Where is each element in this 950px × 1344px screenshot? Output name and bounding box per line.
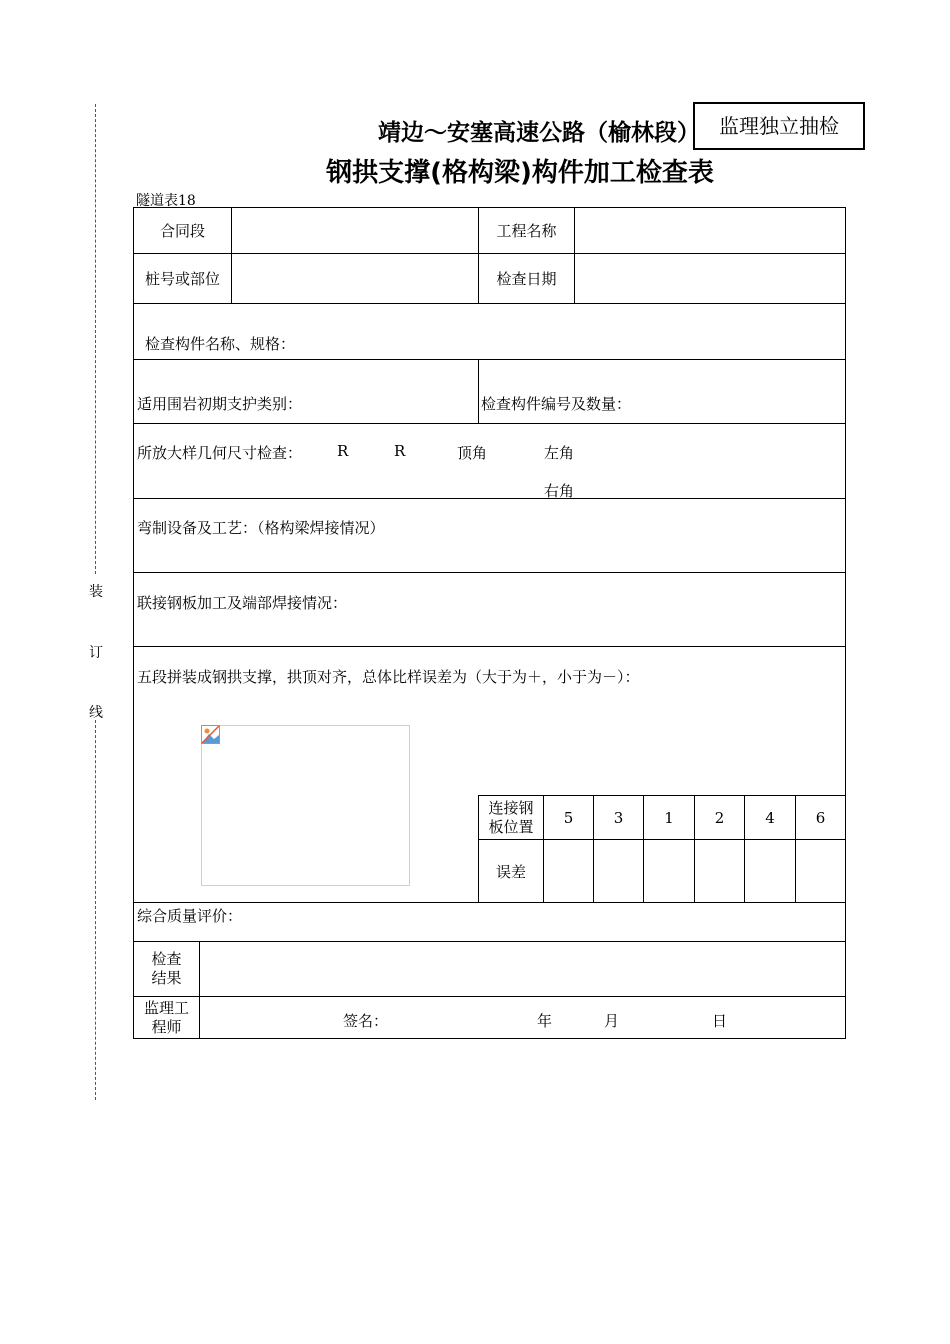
broken-image-icon (201, 725, 220, 744)
position-value-3: 1 (664, 808, 674, 827)
document-title-line2: 钢拱支撑(格构梁)构件加工检查表 (326, 158, 714, 188)
position-cell-6 (795, 795, 846, 840)
position-cell-2 (593, 795, 644, 840)
position-cell-4 (694, 795, 745, 840)
radius-2-label: R (394, 442, 406, 460)
binding-line-bottom (95, 720, 96, 1100)
station-label-cell (133, 253, 232, 304)
error-cell-1[interactable] (543, 839, 594, 903)
position-value-1: 5 (563, 808, 574, 827)
date-label-cell (478, 253, 575, 304)
project-label-cell (478, 207, 575, 254)
document-title-line1: 靖边～安塞高速公路（榆林段） (378, 120, 700, 146)
station-value-cell[interactable] (231, 253, 479, 304)
position-value-2: 3 (613, 808, 624, 827)
rock-cell[interactable] (133, 359, 479, 424)
position-cell-1 (543, 795, 594, 840)
position-cell-5 (744, 795, 796, 840)
error-label: 误差 (495, 862, 526, 881)
month-label: 月 (604, 1012, 620, 1030)
plate-label: 联接钢板加工及端部焊接情况： (137, 594, 348, 612)
component-label: 检查构件名称、规格： (145, 335, 296, 353)
position-cell-3 (643, 795, 695, 840)
binding-char-1: 装 (89, 584, 103, 600)
number-cell[interactable] (478, 359, 846, 424)
left-angle-label: 左角 (544, 444, 575, 462)
project-value-cell[interactable] (574, 207, 846, 254)
error-cell-2[interactable] (593, 839, 644, 903)
size-check-label: 所放大样几何尺寸检查： (137, 444, 303, 462)
supervision-stamp: 监理独立抽检 (693, 102, 865, 150)
error-cell-6[interactable] (795, 839, 846, 903)
error-label-cell (478, 839, 544, 903)
contract-value-cell[interactable] (231, 207, 479, 254)
binding-char-2: 订 (89, 645, 103, 661)
date-label: 检查日期 (496, 270, 557, 288)
rock-label: 适用围岩初期支护类别： (137, 395, 303, 413)
position-value-6: 6 (815, 808, 826, 827)
contract-label-cell (133, 207, 232, 254)
top-angle-label: 顶角 (457, 444, 488, 462)
engineer-label: 监理工程师 (143, 998, 189, 1036)
result-label: 检查结果 (151, 950, 182, 987)
position-value-5: 4 (765, 808, 775, 827)
position-value-4: 2 (714, 808, 725, 827)
date-value-cell[interactable] (574, 253, 846, 304)
binding-line-top (95, 104, 96, 574)
right-angle-label: 右角 (544, 482, 575, 500)
engineer-value-cell[interactable] (199, 996, 846, 1039)
position-label-cell (478, 795, 544, 840)
quality-label: 综合质量评价： (137, 907, 243, 925)
position-label: 连接钢板位置 (488, 798, 534, 836)
project-label: 工程名称 (496, 222, 557, 240)
assembly-label: 五段拼装成钢拱支撑，拱顶对齐，总体比样误差为（大于为＋，小于为－）： (137, 668, 640, 686)
year-label: 年 (537, 1012, 553, 1030)
arch-diagram-placeholder (201, 725, 410, 886)
contract-label: 合同段 (159, 222, 205, 240)
bending-label: 弯制设备及工艺：（格构梁焊接情况） (137, 519, 385, 537)
form-number: 隧道表18 (136, 193, 196, 209)
number-label: 检查构件编号及数量： (481, 395, 632, 413)
station-label: 桩号或部位 (144, 270, 220, 288)
sign-label: 签名： (343, 1012, 389, 1030)
error-cell-5[interactable] (744, 839, 796, 903)
binding-char-3: 线 (89, 705, 103, 721)
result-label-cell (133, 941, 200, 997)
result-value-cell[interactable] (199, 941, 846, 997)
error-cell-4[interactable] (694, 839, 745, 903)
radius-1-label: R (337, 442, 349, 460)
error-cell-3[interactable] (643, 839, 695, 903)
day-label: 日 (712, 1012, 728, 1030)
engineer-label-cell (133, 996, 200, 1039)
